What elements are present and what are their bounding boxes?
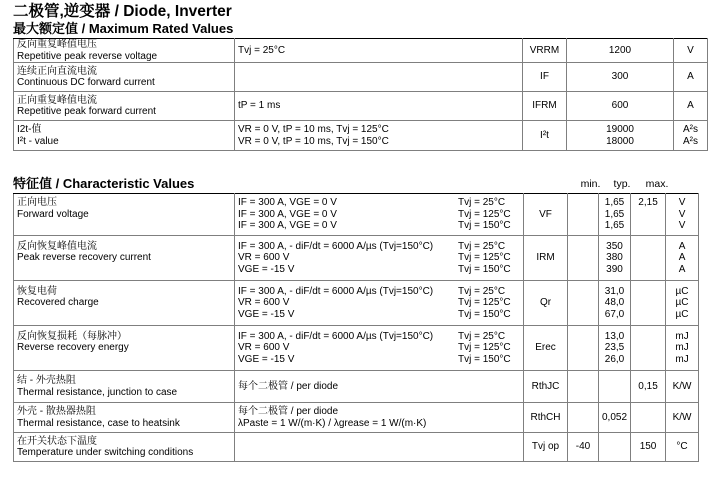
table-row [14,121,708,151]
col-header-max: max. [645,178,669,190]
unit: µC µC µC [666,281,699,326]
max-value [631,281,666,326]
symbol: RthCH [524,403,568,433]
table-row [14,39,708,63]
min-value [568,236,599,281]
param-name: 外壳 - 散热器热阻 Thermal resistance, case to heatsink [14,403,235,433]
symbol: VRRM [523,39,567,63]
unit: A²s A²s [674,121,708,151]
symbol: IFRM [523,92,567,121]
min-value [568,281,599,326]
typ-value [599,371,631,403]
col-header-min: min. [580,178,601,190]
conditions [235,433,524,462]
table-row [14,281,699,326]
table-row [14,92,708,121]
max-value [631,326,666,371]
unit: V V V [666,194,699,236]
symbol: IRM [524,236,568,281]
unit: mJ mJ mJ [666,326,699,371]
unit: °C [666,433,699,462]
typ-value [599,433,631,462]
min-value [568,326,599,371]
table-row [14,194,699,236]
unit: A [674,63,708,92]
symbol: Qr [524,281,568,326]
conditions: 每个二极管 / per diode λPaste = 1 W/(m·K) / λgrease = 1 W/(m·K) [235,403,524,433]
characteristic-table [13,193,699,462]
typ-value: 1,65 1,65 1,65 [599,194,631,236]
max-rated-title: 最大额定值 / Maximum Rated Values [13,21,234,36]
min-value [568,371,599,403]
param-name: 在开关状态下温度 Temperature under switching conditions [14,433,235,462]
table-row [14,236,699,281]
value: 600 [567,92,674,121]
col-header-typ: typ. [613,178,631,190]
conditions: IF = 300 A, - diF/dt = 6000 A/µs (Tvj=150°C) Tvj = 25°C VR = 600 V Tvj = 125°C VGE = -15 V Tvj = 150°C [235,236,524,281]
min-value [568,194,599,236]
section-title: 二极管,逆变器 / Diode, Inverter [13,3,232,20]
table-row [14,326,699,371]
max-value [631,403,666,433]
symbol: RthJC [524,371,568,403]
value: 300 [567,63,674,92]
param-name: 连续正向直流电流 Continuous DC forward current [14,63,235,92]
min-value: -40 [568,433,599,462]
value: 19000 18000 [567,121,674,151]
conditions: tP = 1 ms [235,92,523,121]
param-name: I2t-值 I²t - value [14,121,235,151]
typ-value: 0,052 [599,403,631,433]
param-name: 反向重复峰值电压 Repetitive peak reverse voltage [14,39,235,63]
typ-value: 350 380 390 [599,236,631,281]
conditions: 每个二极管 / per diode [235,371,524,403]
param-name: 正向电压 Forward voltage [14,194,235,236]
conditions [235,63,523,92]
symbol: I²t [523,121,567,151]
param-name: 结 - 外壳热阻 Thermal resistance, junction to case [14,371,235,403]
unit: A [674,92,708,121]
conditions: Tvj = 25°C [235,39,523,63]
symbol: IF [523,63,567,92]
typ-value: 13,0 23,5 26,0 [599,326,631,371]
conditions: IF = 300 A, - diF/dt = 6000 A/µs (Tvj=150°C) Tvj = 25°C VR = 600 V Tvj = 125°C VGE = -15 V Tvj = 150°C [235,281,524,326]
param-name: 正向重复峰值电流 Repetitive peak forward current [14,92,235,121]
table-row [14,403,699,433]
unit: A A A [666,236,699,281]
symbol: Tvj op [524,433,568,462]
conditions: IF = 300 A, VGE = 0 V Tvj = 25°C IF = 300 A, VGE = 0 V Tvj = 125°C IF = 300 A, VGE = 0 V Tvj = 150°C [235,194,524,236]
unit: K/W [666,371,699,403]
max-value: 0,15 [631,371,666,403]
table-row [14,371,699,403]
symbol: VF [524,194,568,236]
max-rated-table [13,38,708,151]
characteristic-title: 特征值 / Characteristic Values [13,176,195,191]
typ-value: 31,0 48,0 67,0 [599,281,631,326]
table-row [14,433,699,462]
conditions: VR = 0 V, tP = 10 ms, Tvj = 125°C VR = 0 V, tP = 10 ms, Tvj = 150°C [235,121,523,151]
table-row [14,63,708,92]
param-name: 恢复电荷 Recovered charge [14,281,235,326]
param-name: 反向恢复峰值电流 Peak reverse recovery current [14,236,235,281]
min-value [568,403,599,433]
param-name: 反向恢复损耗（每脉冲） Reverse recovery energy [14,326,235,371]
max-value [631,236,666,281]
max-value: 2,15 [631,194,666,236]
unit: K/W [666,403,699,433]
unit: V [674,39,708,63]
value: 1200 [567,39,674,63]
conditions: IF = 300 A, - diF/dt = 6000 A/µs (Tvj=150°C) Tvj = 25°C VR = 600 V Tvj = 125°C VGE = -15 V Tvj = 150°C [235,326,524,371]
max-value: 150 [631,433,666,462]
symbol: Erec [524,326,568,371]
